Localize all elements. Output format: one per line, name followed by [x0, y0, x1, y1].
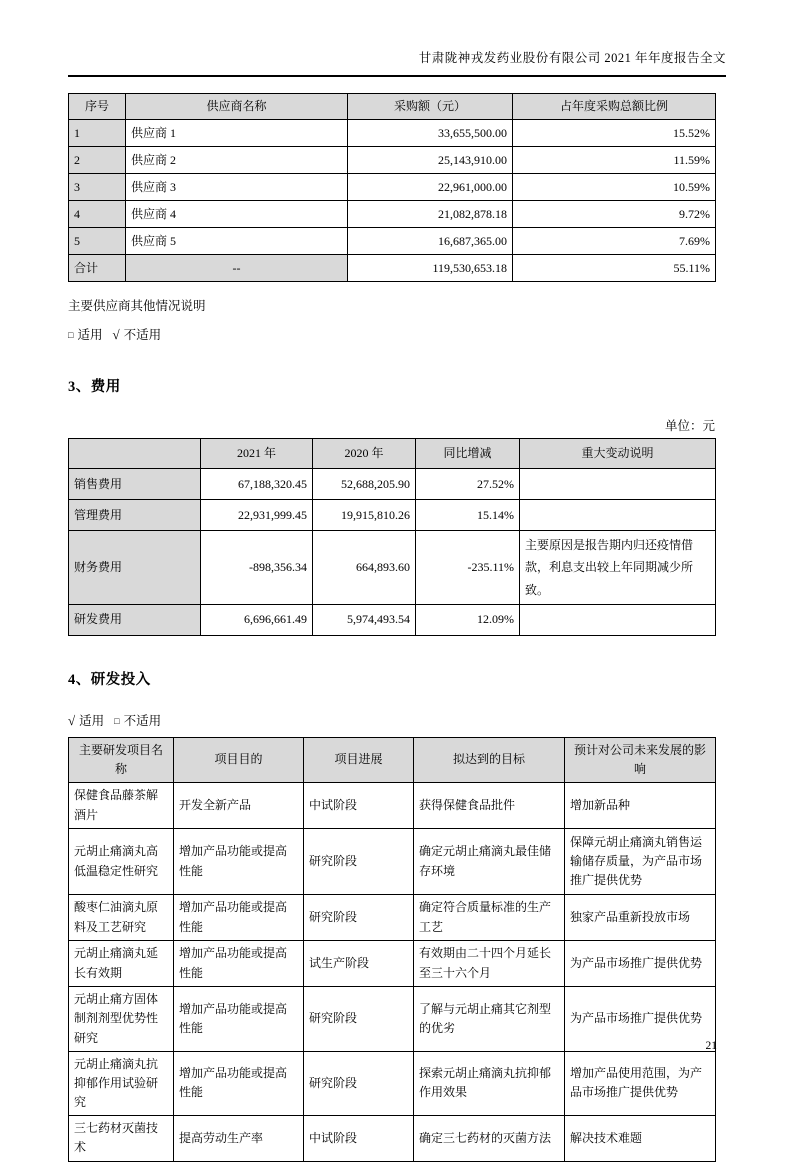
table-cell: 财务费用 — [69, 531, 201, 605]
table-cell: 元胡止痛方固体制剂剂型优势性研究 — [69, 987, 174, 1052]
table-cell — [520, 500, 716, 531]
table-cell: 22,961,000.00 — [348, 174, 513, 201]
table-cell: 664,893.60 — [313, 531, 416, 605]
table-cell: 52,688,205.90 — [313, 469, 416, 500]
table-cell: 研究阶段 — [304, 829, 414, 895]
header-cell-yoy: 同比增减 — [416, 439, 520, 469]
table-cell: -898,356.34 — [201, 531, 313, 605]
table-cell: 11.59% — [513, 147, 716, 174]
header-cell-goal: 拟达到的目标 — [414, 737, 565, 782]
table-cell: 中试阶段 — [304, 783, 414, 829]
table-row — [69, 1116, 716, 1161]
header-cell-pct: 占年度采购总额比例 — [513, 94, 716, 120]
table-cell — [520, 469, 716, 500]
table-cell: 获得保健食品批件 — [414, 783, 565, 829]
supplier-note: 主要供应商其他情况说明 — [68, 299, 206, 314]
header-cell-2020: 2020 年 — [313, 439, 416, 469]
table-row — [69, 120, 716, 147]
section-title-rnd: 4、研发投入 — [68, 671, 151, 688]
table-header-row — [69, 737, 716, 782]
table-cell: 供应商 3 — [126, 174, 348, 201]
table-cell: 7.69% — [513, 228, 716, 255]
table-cell: 确定符合质量标准的生产工艺 — [414, 895, 565, 941]
table-cell: 元胡止痛滴丸抗抑郁作用试验研究 — [69, 1051, 174, 1116]
table-cell: 保健食品藤茶解酒片 — [69, 783, 174, 829]
table-cell: 研发费用 — [69, 604, 201, 635]
table-cell: 探索元胡止痛滴丸抗抑郁作用效果 — [414, 1051, 565, 1116]
table-cell: 为产品市场推广提供优势 — [565, 941, 716, 987]
table-cell: 22,931,999.45 — [201, 500, 313, 531]
table-cell: 增加新品种 — [565, 783, 716, 829]
table-cell: 6,696,661.49 — [201, 604, 313, 635]
supplier-applicability-line — [68, 325, 726, 343]
table-cell: 增加产品功能或提高性能 — [174, 941, 304, 987]
table-cell: 研究阶段 — [304, 895, 414, 941]
table-header-row — [69, 439, 716, 469]
table-cell: 增加产品功能或提高性能 — [174, 987, 304, 1052]
table-row — [69, 987, 716, 1052]
table-cell: 19,915,810.26 — [313, 500, 416, 531]
table-row — [69, 500, 716, 531]
table-row — [69, 228, 716, 255]
table-row — [69, 469, 716, 500]
table-cell: 酸枣仁油滴丸原料及工艺研究 — [69, 895, 174, 941]
table-cell: 提高劳动生产率 — [174, 1116, 304, 1161]
applicability-label: 不适用 — [123, 713, 162, 728]
expense-table — [68, 438, 716, 636]
table-cell: 3 — [69, 174, 126, 201]
table-cell: 销售费用 — [69, 469, 201, 500]
section-title-expenses: 3、费用 — [68, 379, 121, 396]
header-cell-impact: 预计对公司未来发展的影响 — [565, 737, 716, 782]
table-cell: 供应商 1 — [126, 120, 348, 147]
table-cell: 33,655,500.00 — [348, 120, 513, 147]
table-cell: 供应商 4 — [126, 201, 348, 228]
table-cell: 开发全新产品 — [174, 783, 304, 829]
table-cell: 中试阶段 — [304, 1116, 414, 1161]
table-cell: 供应商 5 — [126, 228, 348, 255]
table-cell: 12.09% — [416, 604, 520, 635]
table-row — [69, 604, 716, 635]
table-cell: 16,687,365.00 — [348, 228, 513, 255]
table-row — [69, 829, 716, 895]
table-cell: 21,082,878.18 — [348, 201, 513, 228]
table-cell — [520, 604, 716, 635]
table-cell: 主要原因是报告期内归还疫情借款，利息支出较上年同期减少所致。 — [520, 531, 716, 605]
header-cell-supplier-name: 供应商名称 — [126, 94, 348, 120]
table-cell: 5,974,493.54 — [313, 604, 416, 635]
table-cell: 保障元胡止痛滴丸销售运输储存质量，为产品市场推广提供优势 — [565, 829, 716, 895]
header-cell-no: 序号 — [69, 94, 126, 120]
rnd-table — [68, 737, 716, 1162]
table-cell: 25,143,910.00 — [348, 147, 513, 174]
table-cell: -- — [126, 255, 348, 282]
table-total-row — [69, 255, 716, 282]
table-cell: 元胡止痛滴丸高低温稳定性研究 — [69, 829, 174, 895]
check-icon: √ — [112, 327, 120, 343]
applicability-label: 不适用 — [123, 328, 162, 343]
table-cell: 增加产品功能或提高性能 — [174, 829, 304, 895]
table-cell: 增加产品功能或提高性能 — [174, 1051, 304, 1116]
table-cell: 4 — [69, 201, 126, 228]
check-icon: √ — [68, 712, 76, 728]
table-cell: 确定三七药材的灭菌方法 — [414, 1116, 565, 1161]
table-row — [69, 1051, 716, 1116]
table-cell: 有效期由二十四个月延长至三十六个月 — [414, 941, 565, 987]
header-cell-blank — [69, 439, 201, 469]
table-cell: 试生产阶段 — [304, 941, 414, 987]
header-cell-purpose: 项目目的 — [174, 737, 304, 782]
table-cell: 9.72% — [513, 201, 716, 228]
checkbox-unchecked-icon: □ — [68, 330, 74, 341]
table-row — [69, 895, 716, 941]
table-cell: 确定元胡止痛滴丸最佳储存环境 — [414, 829, 565, 895]
table-cell: 为产品市场推广提供优势 — [565, 987, 716, 1052]
header-cell-change-note: 重大变动说明 — [520, 439, 716, 469]
table-cell: 管理费用 — [69, 500, 201, 531]
table-cell: -235.11% — [416, 531, 520, 605]
table-cell: 2 — [69, 147, 126, 174]
table-cell: 27.52% — [416, 469, 520, 500]
table-cell: 15.14% — [416, 500, 520, 531]
header-cell-2021: 2021 年 — [201, 439, 313, 469]
header-cell-progress: 项目进展 — [304, 737, 414, 782]
table-cell: 三七药材灭菌技术 — [69, 1116, 174, 1161]
checkbox-unchecked-icon: □ — [114, 715, 120, 726]
table-cell: 解决技术难题 — [565, 1116, 716, 1161]
table-cell: 供应商 2 — [126, 147, 348, 174]
table-cell: 研究阶段 — [304, 1051, 414, 1116]
supplier-table — [68, 93, 716, 282]
table-cell: 元胡止痛滴丸延长有效期 — [69, 941, 174, 987]
document-header-title: 甘肃陇神戎发药业股份有限公司 2021 年年度报告全文 — [68, 48, 726, 77]
unit-label: 单位：元 — [664, 419, 715, 434]
page-number: 21 — [705, 1040, 717, 1052]
table-cell: 合计 — [69, 255, 126, 282]
table-cell: 10.59% — [513, 174, 716, 201]
table-cell: 增加产品功能或提高性能 — [174, 895, 304, 941]
table-cell: 67,188,320.45 — [201, 469, 313, 500]
table-cell: 增加产品使用范围，为产品市场推广提供优势 — [565, 1051, 716, 1116]
applicability-label: 适用 — [77, 328, 103, 343]
table-cell: 研究阶段 — [304, 987, 414, 1052]
table-cell: 55.11% — [513, 255, 716, 282]
table-row — [69, 201, 716, 228]
table-row — [69, 941, 716, 987]
header-cell-amount: 采购额（元） — [348, 94, 513, 120]
header-cell-project-name: 主要研发项目名称 — [69, 737, 174, 782]
rnd-applicability-line — [68, 711, 726, 729]
table-cell: 了解与元胡止痛其它剂型的优劣 — [414, 987, 565, 1052]
table-cell: 5 — [69, 228, 126, 255]
table-row — [69, 531, 716, 605]
table-cell: 119,530,653.18 — [348, 255, 513, 282]
table-row — [69, 174, 716, 201]
table-row — [69, 783, 716, 829]
table-cell: 独家产品重新投放市场 — [565, 895, 716, 941]
table-cell: 15.52% — [513, 120, 716, 147]
table-cell: 1 — [69, 120, 126, 147]
table-header-row — [69, 94, 716, 120]
applicability-label: 适用 — [79, 713, 105, 728]
table-row — [69, 147, 716, 174]
